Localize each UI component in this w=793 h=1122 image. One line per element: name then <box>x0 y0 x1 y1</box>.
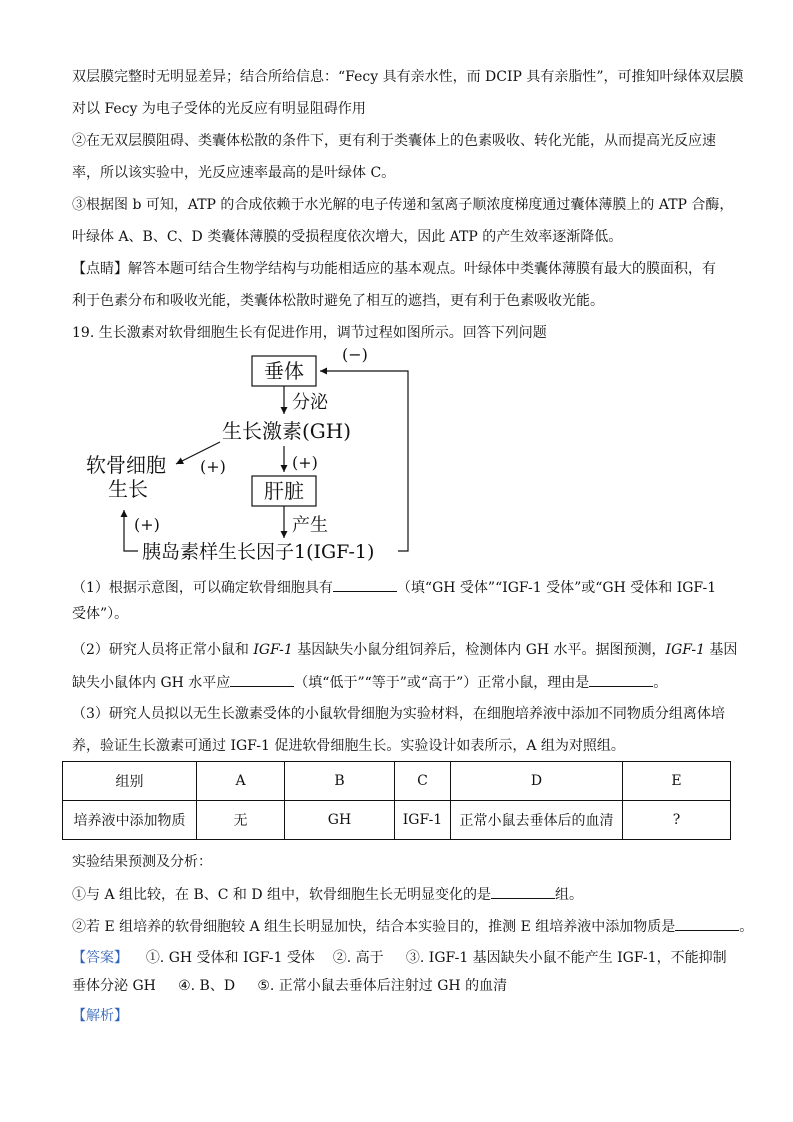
pituitary-label: 垂体 <box>264 359 304 383</box>
analysis-title: 实验结果预测及分析： <box>72 854 212 870</box>
answer-blank <box>230 672 294 687</box>
plus-label-3: (+) <box>134 515 160 534</box>
answer-blank <box>333 577 397 592</box>
text-line: ②在无双层膜阻碍、类囊体松散的条件下，更有利于类囊体上的色素吸收、转化光能，从而提高光反应速 <box>72 133 716 149</box>
table-cell: 培养液中添加物质 <box>63 801 197 840</box>
question-2-cont: 缺失小鼠体内 GH 水平应 （填“低于”“等于”或“高于”）正常小鼠，理由是 。 <box>72 672 667 693</box>
text-line: 对以 Fecy 为电子受体的光反应有明显阻碍作用 <box>72 101 366 117</box>
text-line: 叶绿体 A、B、C、D 类囊体薄膜的受损程度依次增大，因此 ATP 的产生效率逐渐降低。 <box>72 229 623 245</box>
answer-label: 【答案】 <box>72 950 128 966</box>
answer-line: 【答案】 ①. GH 受体和 IGF-1 受体 ②. 高于 ③. IGF-1 基因缺失小鼠不能产生 IGF-1，不能抑制 <box>72 950 727 966</box>
table-header-cell: E <box>623 762 731 801</box>
analysis-1: ①与 A 组比较，在 B、C 和 D 组中，软骨细胞生长无明显变化的是 组。 <box>72 884 583 905</box>
jiexi-label: 【解析】 <box>72 1008 128 1024</box>
plus-label-1: (+) <box>200 457 226 476</box>
produce-label: 产生 <box>292 515 328 536</box>
question-3-cont: 养，验证生长激素可通过 IGF-1 促进软骨细胞生长。实验设计如表所示，A 组为对照组。 <box>72 738 625 754</box>
answer-blank <box>675 916 739 931</box>
liver-label: 肝脏 <box>264 479 304 503</box>
answer-line-cont: 垂体分泌 GH ④. B、D ⑤. 正常小鼠去垂体后注射过 GH 的血清 <box>72 978 508 994</box>
table-row <box>63 801 731 840</box>
text-line: 率，所以该实验中，光反应速率最高的是叶绿体 C。 <box>72 165 396 181</box>
igf1-label: 胰岛素样生长因子1(IGF-1) <box>142 541 375 563</box>
text-line: ③根据图 b 可知，ATP 的合成依赖于水光解的电子传递和氢离子顺浓度梯度通过囊体薄膜上的 ATP 合酶， <box>72 197 734 213</box>
text-line: 双层膜完整时无明显差异；结合所给信息：“Fecy 具有亲水性，而 DCIP 具有亲脂性”，可推知叶绿体双层膜 <box>72 69 744 85</box>
answer-blank <box>589 672 653 687</box>
plus-label-2: (+) <box>292 453 318 472</box>
question-3: （3）研究人员拟以无生长激素受体的小鼠软骨细胞为实验材料，在细胞培养液中添加不同物质分组离体培 <box>72 706 725 722</box>
table-cell: 正常小鼠去垂体后的血清 <box>451 801 623 840</box>
table-header-cell: 组别 <box>63 762 197 801</box>
question-1-cont: 受体”）。 <box>72 606 129 622</box>
table-header-cell: C <box>395 762 451 801</box>
regulation-diagram <box>80 338 420 568</box>
gh-label: 生长激素(GH) <box>222 419 352 443</box>
dianjing-line: 【点睛】解答本题可结合生物学结构与功能相适应的基本观点。叶绿体中类囊体薄膜有最大的膜面积，有 <box>72 261 716 277</box>
table-cell: ? <box>623 801 731 840</box>
table-row <box>63 762 731 801</box>
table-header-cell: A <box>197 762 285 801</box>
answer-blank <box>491 884 555 899</box>
text-line: 利于色素分布和吸收光能，类囊体松散时避免了相互的遮挡，更有利于色素吸收光能。 <box>72 293 604 309</box>
table-header-cell: B <box>285 762 395 801</box>
experiment-table <box>62 761 731 840</box>
cartilage-label: 软骨细胞 <box>86 453 166 477</box>
negative-feedback-label: (−) <box>342 345 368 364</box>
question-2: （2）研究人员将正常小鼠和 IGF-1 基因缺失小鼠分组饲养后，检测体内 GH 水平。据图预测，IGF-1 基因 <box>72 642 738 658</box>
table-cell: GH <box>285 801 395 840</box>
table-header-cell: D <box>451 762 623 801</box>
question-19-title: 19. 生长激素对软骨细胞生长有促进作用，调节过程如图所示。回答下列问题 <box>72 325 547 341</box>
analysis-2: ②若 E 组培养的软骨细胞较 A 组生长明显加快，结合本实验目的，推测 E 组培养液中添加物质是 。 <box>72 916 753 937</box>
secrete-label: 分泌 <box>292 392 328 413</box>
table-cell: IGF-1 <box>395 801 451 840</box>
feedback-path <box>320 371 408 551</box>
question-1: （1）根据示意图，可以确定软骨细胞具有 （填“GH 受体”“IGF-1 受体”或“GH 受体和 IGF-1 <box>72 577 716 598</box>
table-cell: 无 <box>197 801 285 840</box>
cartilage-growth-label: 生长 <box>108 477 148 501</box>
